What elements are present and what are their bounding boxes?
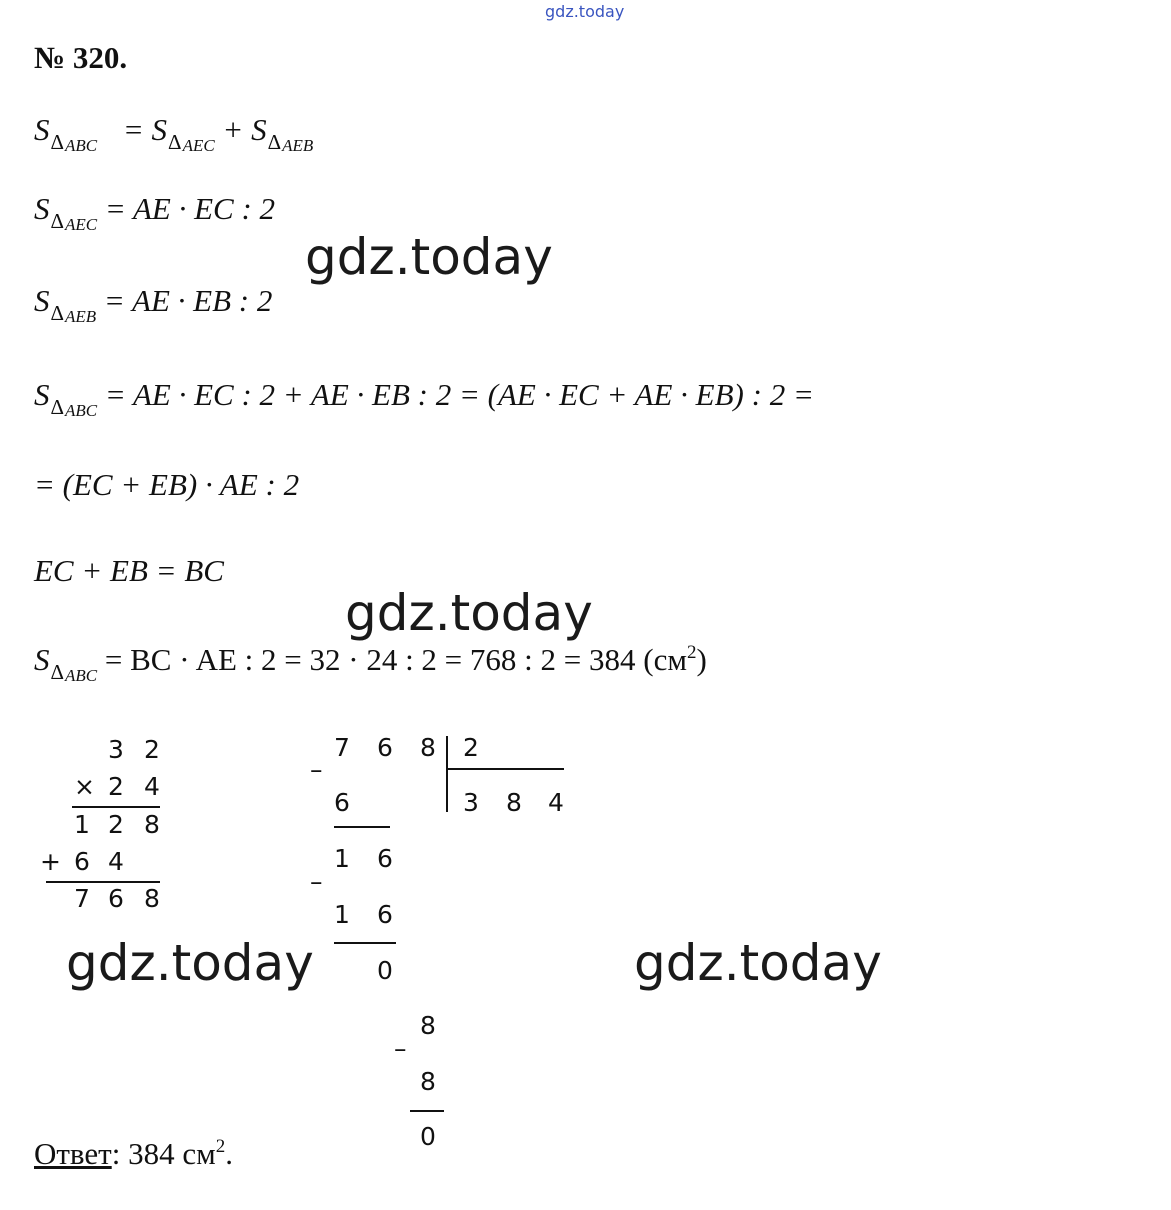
quotient-digit: 8 bbox=[506, 788, 522, 817]
mult-digit: 2 bbox=[108, 772, 124, 801]
mult-digit: 2 bbox=[144, 735, 160, 764]
problem-number: № 320. bbox=[34, 40, 128, 75]
equation-area-sum: $S_{\Delta ABC} = S_{\Delta AEC} + S_{\Delta AEB}$ bbox=[34, 112, 314, 155]
dividend-digit: 7 bbox=[334, 733, 350, 762]
quotient-digit: 3 bbox=[463, 788, 479, 817]
answer-line: Ответ: 384 $см^2$. bbox=[34, 1136, 233, 1171]
watermark: gdz.today bbox=[305, 228, 553, 286]
equation-area-abc-expanded: $S_{\Delta ABC}$ = AE · EC : 2 + AE · EB : 2 = (AE · EC + AE · EB) : 2 = bbox=[34, 377, 814, 420]
equation-result: $S_{\Delta ABC}$ = BC · AE : 2 = 32 · 24 : 2 = 768 : 2 = 384 $(см^2)$ bbox=[34, 642, 707, 685]
quotient-digit: 4 bbox=[548, 788, 564, 817]
division-digit: 6 bbox=[377, 900, 393, 929]
minus-sign: – bbox=[394, 1034, 407, 1063]
division-digit: 6 bbox=[334, 788, 350, 817]
answer-label: Ответ bbox=[34, 1136, 112, 1171]
division-rule bbox=[334, 826, 390, 828]
division-digit: 6 bbox=[377, 844, 393, 873]
minus-sign: – bbox=[310, 867, 323, 896]
dividend-digit: 8 bbox=[420, 733, 436, 762]
watermark-top: gdz.today bbox=[545, 2, 625, 21]
division-bar bbox=[446, 736, 448, 812]
watermark: gdz.today bbox=[66, 934, 314, 992]
mult-rule bbox=[46, 881, 160, 883]
division-digit: 1 bbox=[334, 900, 350, 929]
mult-digit: 7 bbox=[74, 884, 90, 913]
quotient-rule bbox=[446, 768, 564, 770]
mult-digit: 8 bbox=[144, 884, 160, 913]
times-sign: × bbox=[74, 772, 95, 801]
answer-value: 384 см bbox=[120, 1136, 216, 1171]
mult-digit: 4 bbox=[144, 772, 160, 801]
mult-digit: 8 bbox=[144, 810, 160, 839]
equation-bc: EC + EB = BC bbox=[34, 553, 224, 588]
plus-sign: + bbox=[40, 847, 61, 876]
dividend-digit: 6 bbox=[377, 733, 393, 762]
equation-area-aec: $S_{\Delta AEC}$ = AE · EC : 2 bbox=[34, 191, 276, 234]
division-rule bbox=[334, 942, 396, 944]
mult-digit: 3 bbox=[108, 735, 124, 764]
division-digit: 0 bbox=[420, 1122, 436, 1151]
mult-digit: 4 bbox=[108, 847, 124, 876]
minus-sign: – bbox=[310, 755, 323, 784]
watermark: gdz.today bbox=[634, 934, 882, 992]
mult-rule bbox=[72, 806, 160, 808]
divisor: 2 bbox=[463, 733, 479, 762]
mult-digit: 2 bbox=[108, 810, 124, 839]
equation-area-aeb: $S_{\Delta AEB}$ = AE · EB : 2 bbox=[34, 283, 273, 326]
division-digit: 8 bbox=[420, 1067, 436, 1096]
mult-digit: 6 bbox=[108, 884, 124, 913]
equation-factored: = (EC + EB) · AE : 2 bbox=[34, 467, 300, 502]
watermark: gdz.today bbox=[345, 584, 593, 642]
mult-digit: 6 bbox=[74, 847, 90, 876]
division-digit: 1 bbox=[334, 844, 350, 873]
division-digit: 0 bbox=[377, 956, 393, 985]
division-rule bbox=[410, 1110, 444, 1112]
division-digit: 8 bbox=[420, 1011, 436, 1040]
mult-digit: 1 bbox=[74, 810, 90, 839]
